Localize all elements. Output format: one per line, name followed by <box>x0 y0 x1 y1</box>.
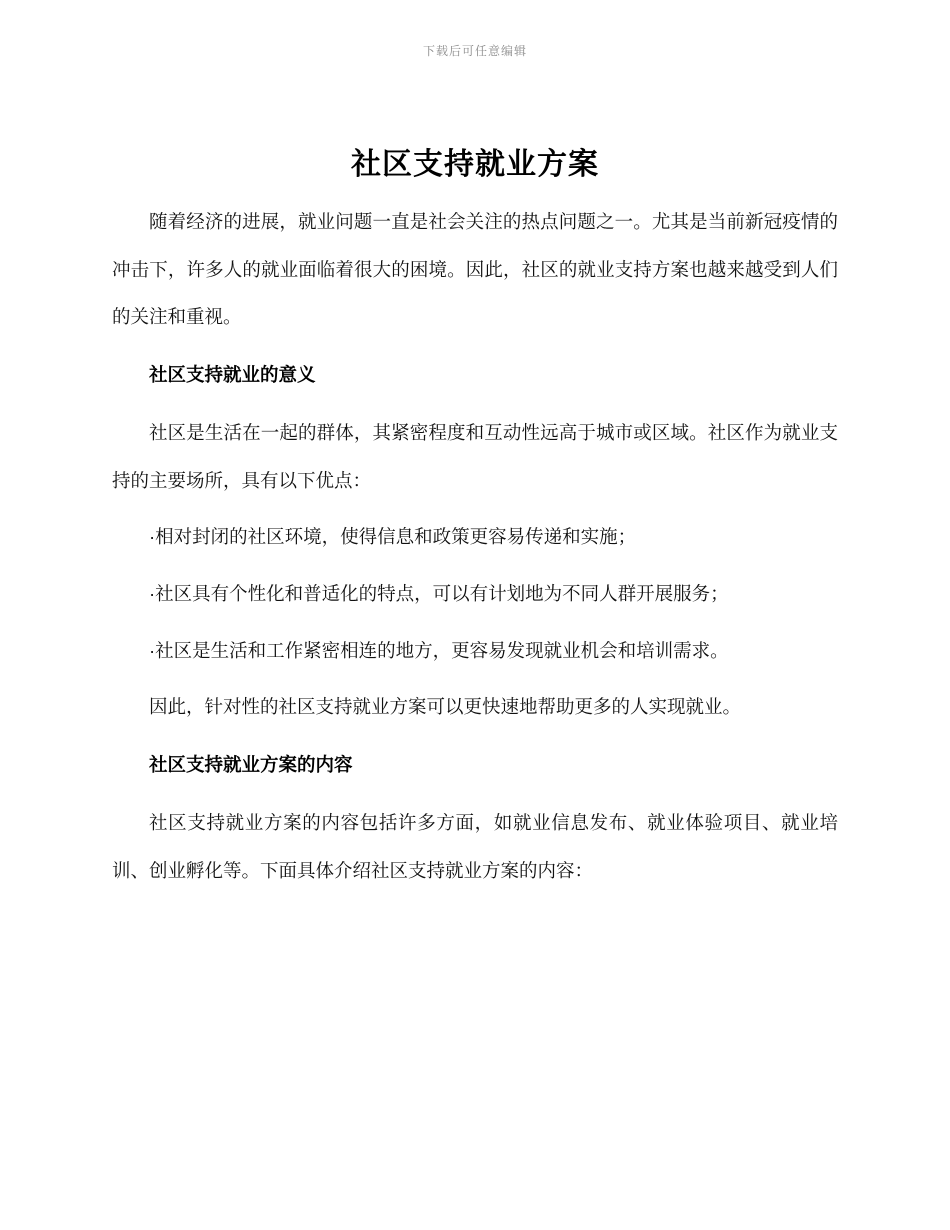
bullet-item-3: ·社区是生活和工作紧密相连的地方，更容易发现就业机会和培训需求。 <box>149 639 729 661</box>
paragraph-community-advantages: 社区是生活在一起的群体，其紧密程度和互动性远高于城市或区域。社区作为就业支持的主要场所，具有以下优点： <box>112 421 838 491</box>
header-note: 下载后可任意编辑 <box>422 44 527 58</box>
bullet-item-1: ·相对封闭的社区环境，使得信息和政策更容易传递和实施； <box>149 526 637 548</box>
paragraph-content-overview: 社区支持就业方案的内容包括许多方面，如就业信息发布、就业体验项目、就业培训、创业孵化等。下面具体介绍社区支持就业方案的内容： <box>112 811 838 881</box>
paragraph-intro: 随着经济的进展，就业问题一直是社会关注的热点问题之一。尤其是当前新冠疫情的冲击下，许多人的就业面临着很大的困境。因此，社区的就业支持方案也越来越受到人们的关注和重视。 <box>112 211 838 328</box>
doc-title: 社区支持就业方案 <box>351 148 599 181</box>
section-heading-content: 社区支持就业方案的内容 <box>149 754 353 776</box>
bullet-item-2: ·社区具有个性化和普适化的特点，可以有计划地为不同人群开展服务； <box>149 583 729 605</box>
paragraph-conclusion: 因此，针对性的社区支持就业方案可以更快速地帮助更多的人实现就业。 <box>149 696 742 718</box>
section-heading-significance: 社区支持就业的意义 <box>149 364 316 386</box>
